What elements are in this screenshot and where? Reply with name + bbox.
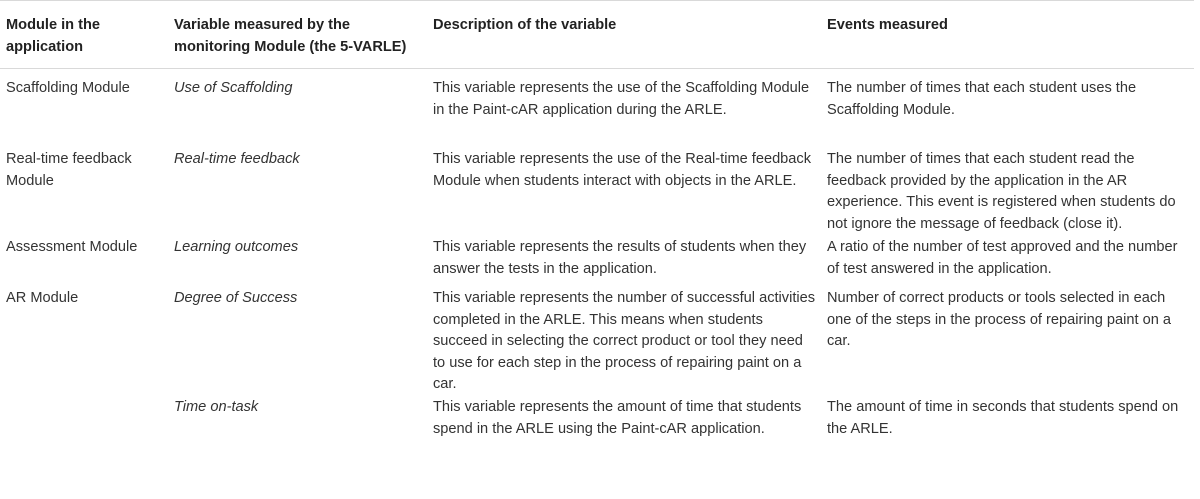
- cell-variable: Degree of Success: [174, 290, 298, 306]
- cell-events: The number of times that each student read the feedback provided by the application in the AR experience. This event is registered when students do not ignore the message of feedback (close it).: [827, 151, 1176, 232]
- table-row: [0, 69, 1194, 150]
- table-row: [0, 397, 1194, 463]
- header-events: Events measured: [821, 1, 1194, 69]
- cell-variable: Use of Scaffolding: [174, 80, 293, 96]
- cell-events: A ratio of the number of test approved and the number of test answered in the application.: [827, 239, 1178, 277]
- cell-module: Scaffolding Module: [6, 80, 130, 96]
- header-variable: Variable measured by the monitoring Module (the 5-VARLE): [168, 1, 425, 69]
- cell-events: The amount of time in seconds that students spend on the ARLE.: [827, 399, 1179, 437]
- cell-module: Assessment Module: [6, 239, 138, 255]
- cell-description: This variable represents the results of students when they answer the tests in the application.: [433, 239, 807, 277]
- cell-variable: Learning outcomes: [174, 239, 299, 255]
- cell-module: Real-time feedback Module: [6, 151, 132, 189]
- table-row: [0, 237, 1194, 288]
- header-row: [0, 1, 1194, 69]
- cell-events: The number of times that each student uses the Scaffolding Module.: [827, 80, 1137, 118]
- cell-description: This variable represents the use of the Scaffolding Module in the Paint-cAR application during the ARLE.: [433, 80, 810, 118]
- cell-module: [0, 397, 168, 463]
- table-header: [0, 1, 1194, 69]
- cell-description: This variable represents the amount of time that students spend in the ARLE using the Paint-cAR application.: [433, 399, 802, 437]
- cell-variable: Time on-task: [174, 399, 259, 415]
- cell-variable: Real-time feedback: [174, 151, 300, 167]
- cell-events: Number of correct products or tools selected in each one of the steps in the process of repairing paint on a car.: [827, 290, 1171, 349]
- table-body: [0, 69, 1194, 464]
- cell-description: This variable represents the use of the Real-time feedback Module when students interact with objects in the ARLE.: [433, 151, 812, 189]
- cell-description: This variable represents the number of successful activities completed in the ARLE. This means when students succeed in selecting the correct product or tool they need to use for each step in the process of repairing paint on a car.: [433, 290, 816, 392]
- table-row: [0, 149, 1194, 237]
- table-row: [0, 288, 1194, 397]
- header-module: Module in the application: [0, 1, 168, 69]
- cell-module: AR Module: [6, 290, 79, 306]
- header-description: Description of the variable: [425, 1, 821, 69]
